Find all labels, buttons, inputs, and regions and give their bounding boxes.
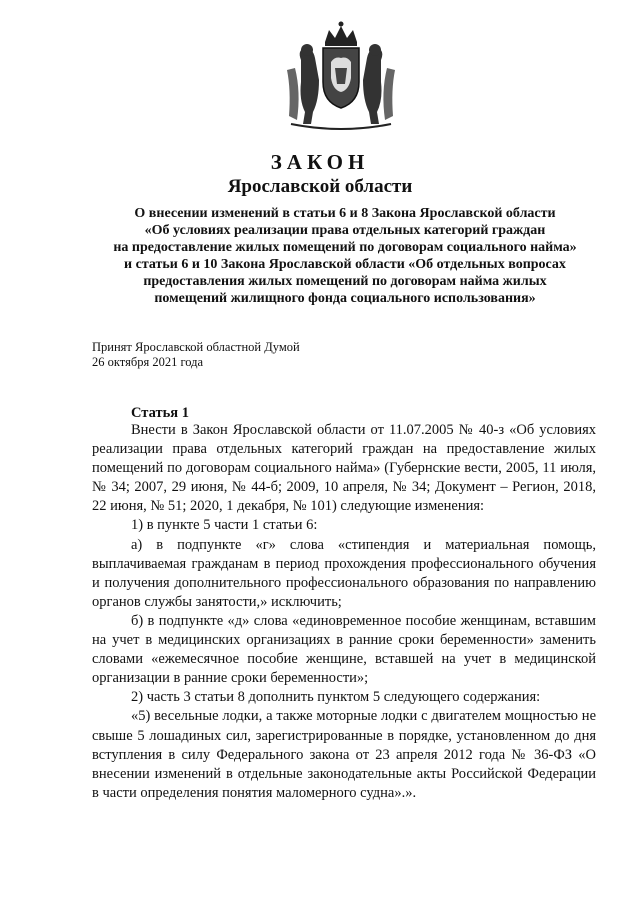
adoption-date: 26 октября 2021 года [92,355,204,369]
coat-of-arms-icon [281,20,401,135]
article-paragraph: «5) весельные лодки, а также моторные лодки с двигателем мощностью не свыше 5 лошадиных сил, зарегистрированные в порядке, установленном до дня вступления в силу Федерального закона от 23 апреля 2012 года № 36-ФЗ «О внесении изменений в отдельные законодательные акты Российской Федерации в части определения понятия маломерного судна».». [92,708,596,801]
article-body [92,421,596,803]
law-title-line: и статьи 6 и 10 Закона Ярославской области «Об отдельных вопросах [124,257,566,272]
law-title-line: О внесении изменений в статьи 6 и 8 Закона Ярославской области [134,206,556,221]
law-title-line: на предоставление жилых помещений по договорам социального найма» [113,240,577,255]
article-paragraph: Внести в Закон Ярославской области от 11.07.2005 № 40-з «Об условиях реализации права отдельных категорий граждан на предоставление жилых помещений по договорам социального найма» (Губернские вести, 2005, 11 июля, № 34; 2007, 29 июня, № 44-б; 2009, 10 апреля, № 34; Документ – Регион, 2018, 22 июня, № 51; 2020, 1 декабря, № 101) следующие изменения: [92,422,596,515]
law-title-line: «Об условиях реализации права отдельных категорий граждан [144,223,546,238]
document-type-heading: ЗАКОН [270,150,370,174]
article-paragraph: 2) часть 3 статьи 8 дополнить пунктом 5 следующего содержания: [131,689,541,706]
article-heading: Статья 1 [131,405,189,421]
region-heading: Ярославской области [227,176,413,197]
article-paragraph: б) в подпункте «д» слова «единовременное пособие женщинам, вставшим на учет в медицинских организациях в ранние сроки беременности» заменить словами «ежемесячное пособие женщине, вставшей на учет в медицинской организации в ранние сроки беременности»; [92,612,596,687]
law-title-line: помещений жилищного фонда социального использования» [154,291,536,306]
adoption-body: Принят Ярославской областной Думой [92,340,300,354]
adoption-note [92,340,300,370]
law-title [80,205,610,307]
article-paragraph: 1) в пункте 5 части 1 статьи 6: [131,517,318,534]
article-paragraph: а) в подпункте «г» слова «стипендия и материальная помощь, выплачиваемая гражданам в период прохождения профессионального обучения и получения дополнительного профессионального образования по направлению органов службы занятости,» исключить; [92,536,596,610]
law-title-line: предоставления жилых помещений по договорам найма жилых [143,274,547,289]
